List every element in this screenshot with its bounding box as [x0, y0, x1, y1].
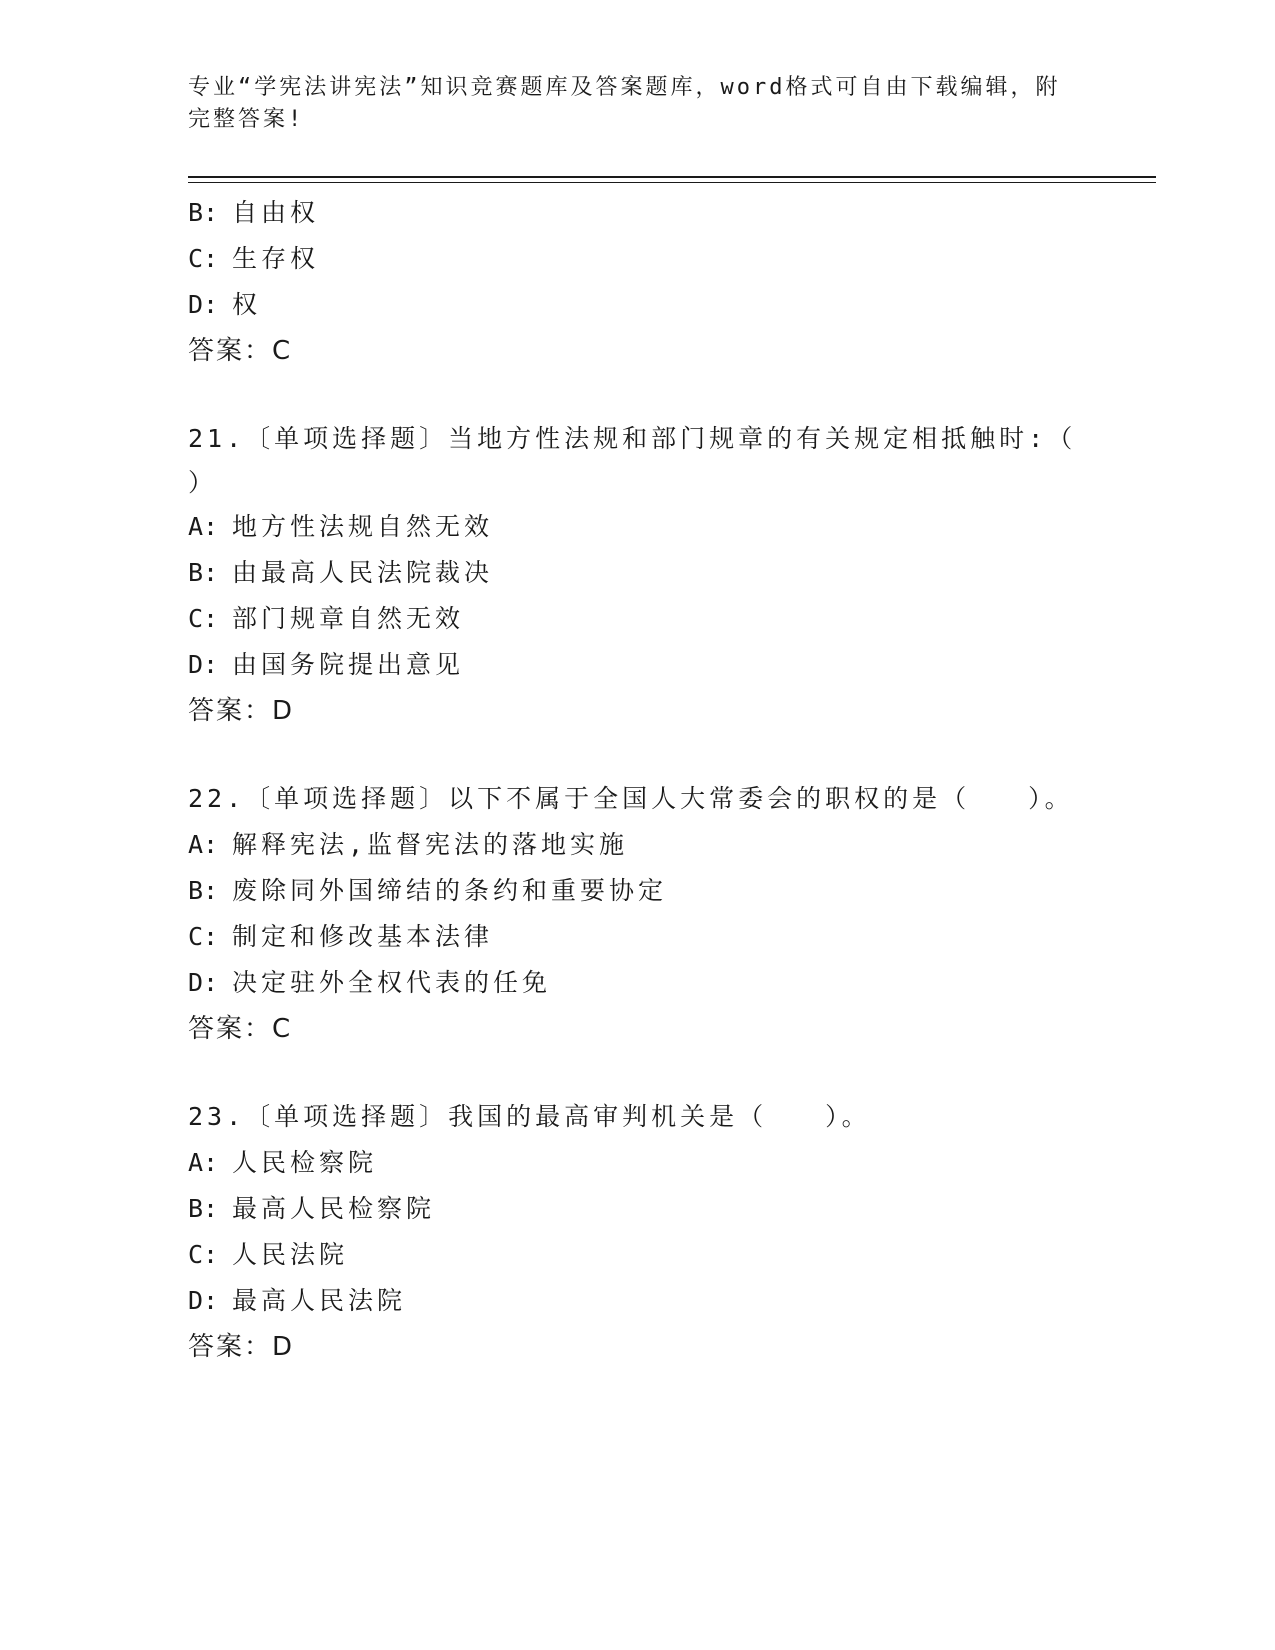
- option-a: [188, 504, 1068, 550]
- option-key: C:: [188, 922, 219, 951]
- option-text: 决定驻外全权代表的任免: [232, 968, 552, 997]
- option-d: [188, 642, 1068, 688]
- option-b: [188, 1186, 1068, 1232]
- option-text: 由最高人民法院裁决: [232, 558, 494, 587]
- option-key: D:: [188, 650, 219, 679]
- question-stem: 23.〔单项选择题〕我国的最高审判机关是（ ）。: [188, 1102, 871, 1131]
- option-c: [188, 596, 1068, 642]
- option-text: 人民检察院: [232, 1148, 378, 1177]
- option-c: [188, 1232, 1068, 1278]
- answer-line: 答案：C: [188, 1014, 293, 1044]
- option-key: B:: [188, 198, 219, 227]
- question-block: [188, 1094, 1068, 1370]
- option-c: [188, 236, 1068, 282]
- option-key: D:: [188, 1286, 219, 1315]
- option-key: A:: [188, 512, 219, 541]
- answer-line: 答案：C: [188, 336, 293, 366]
- page-header: [188, 72, 1068, 136]
- option-a: [188, 1140, 1068, 1186]
- header-line-1: 专业“学宪法讲宪法”知识竞赛题库及答案题库，word格式可自由下载编辑，附: [188, 75, 1061, 100]
- option-text: 权: [232, 290, 262, 319]
- option-d: [188, 282, 1068, 328]
- question-content: [188, 190, 1077, 1370]
- answer-line: 答案：D: [188, 1332, 295, 1362]
- spacer: [188, 1052, 1068, 1094]
- answer-line: 答案：D: [188, 696, 295, 726]
- spacer: [188, 374, 1068, 416]
- option-a: [188, 822, 1068, 868]
- option-text: 最高人民检察院: [232, 1194, 436, 1223]
- option-c: [188, 914, 1068, 960]
- option-key: B:: [188, 1194, 219, 1223]
- option-d: [188, 1278, 1068, 1324]
- option-text: 由国务院提出意见: [232, 650, 465, 679]
- option-key: A:: [188, 830, 219, 859]
- option-text: 地方性法规自然无效: [232, 512, 494, 541]
- option-key: D:: [188, 290, 219, 319]
- option-key: C:: [188, 244, 219, 273]
- option-text: 部门规章自然无效: [232, 604, 465, 633]
- question-stem: 22.〔单项选择题〕以下不属于全国人大常委会的职权的是（ ）。: [188, 784, 1074, 813]
- question-stem-continuation: ）: [188, 468, 218, 497]
- option-text: 解释宪法,监督宪法的落地实施: [232, 830, 629, 859]
- spacer: [188, 734, 1068, 776]
- header-line-2: 完整答案!: [188, 107, 305, 132]
- option-text: 制定和修改基本法律: [232, 922, 494, 951]
- option-key: C:: [188, 604, 219, 633]
- option-key: B:: [188, 876, 219, 905]
- option-text: 自由权: [232, 198, 320, 227]
- option-b: [188, 868, 1068, 914]
- option-b: [188, 190, 1068, 236]
- question-block: [188, 776, 1074, 1052]
- option-key: C:: [188, 1240, 219, 1269]
- question-stem: 21.〔单项选择题〕当地方性法规和部门规章的有关规定相抵触时:（: [188, 424, 1077, 453]
- header-rule-thin: [188, 182, 1156, 183]
- option-key: B:: [188, 558, 219, 587]
- header-rule-thick: [188, 176, 1156, 178]
- option-key: A:: [188, 1148, 219, 1177]
- option-key: D:: [188, 968, 219, 997]
- option-text: 废除同外国缔结的条约和重要协定: [232, 876, 668, 905]
- option-b: [188, 550, 1068, 596]
- option-text: 生存权: [232, 244, 320, 273]
- option-text: 最高人民法院: [232, 1286, 407, 1315]
- question-block: [188, 416, 1077, 734]
- option-text: 人民法院: [232, 1240, 349, 1269]
- option-d: [188, 960, 1068, 1006]
- carryover-block: [188, 190, 1068, 374]
